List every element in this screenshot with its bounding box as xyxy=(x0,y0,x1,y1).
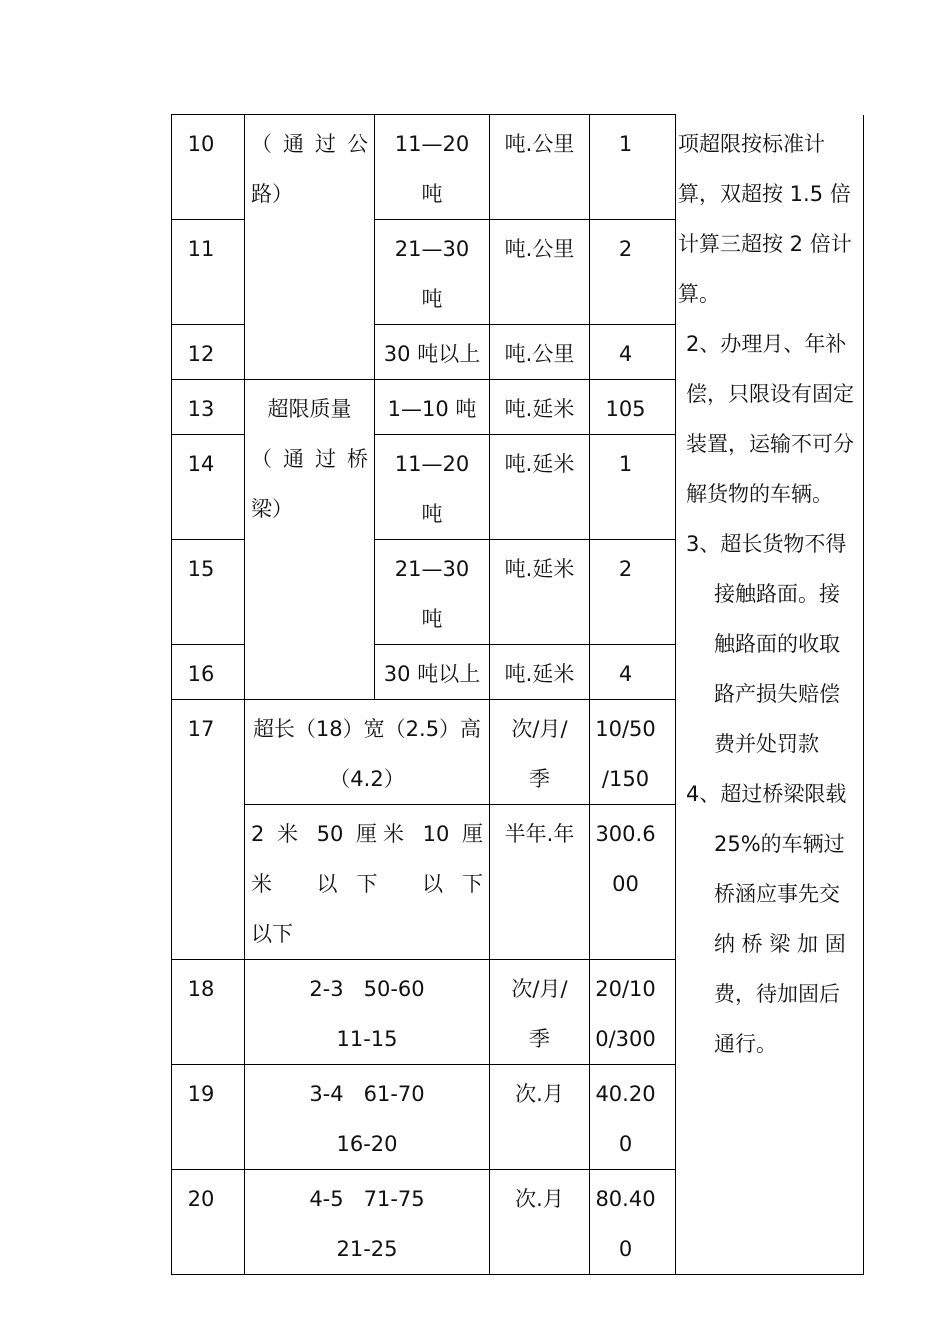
dimension-spec: 4-5 71-75 21-25 xyxy=(245,1170,490,1275)
row-number: 13 xyxy=(172,380,245,435)
row-number: 12 xyxy=(172,325,245,380)
row-number: 17 xyxy=(172,700,245,960)
unit: 吨.公里 xyxy=(490,115,590,220)
rate: 2 xyxy=(590,540,676,645)
weight-spec: 21—30 吨 xyxy=(375,220,490,325)
rate: 80.40 0 xyxy=(590,1170,676,1275)
row-number: 14 xyxy=(172,435,245,540)
dimension-spec: 超长（18）宽（2.5）高 （4.2） xyxy=(245,700,490,805)
weight-spec: 11—20 吨 xyxy=(375,435,490,540)
row-number: 11 xyxy=(172,220,245,325)
notes-column xyxy=(676,115,864,1275)
rate: 300.6 00 xyxy=(590,805,676,960)
dimension-spec: 3-4 61-70 16-20 xyxy=(245,1065,490,1170)
category-bridge: 超限质量 （通过桥 梁） xyxy=(245,380,375,700)
note-1: 项超限按标准计 算，双超按 1.5 倍 计算三超按 2 倍计 算。 xyxy=(678,131,852,306)
unit: 次/月/ 季 xyxy=(490,700,590,805)
weight-spec: 11—20 吨 xyxy=(375,115,490,220)
weight-spec: 30 吨以上 xyxy=(375,645,490,700)
unit: 吨.延米 xyxy=(490,380,590,435)
row-number: 16 xyxy=(172,645,245,700)
unit: 吨.公里 xyxy=(490,325,590,380)
rate: 2 xyxy=(590,220,676,325)
unit: 吨.延米 xyxy=(490,540,590,645)
weight-spec: 21—30 吨 xyxy=(375,540,490,645)
rate: 40.20 0 xyxy=(590,1065,676,1170)
table-row xyxy=(172,115,864,220)
rate: 4 xyxy=(590,645,676,700)
unit: 吨.延米 xyxy=(490,645,590,700)
row-number: 20 xyxy=(172,1170,245,1275)
rate: 20/10 0/300 xyxy=(590,960,676,1065)
unit: 次/月/ 季 xyxy=(490,960,590,1065)
unit: 吨.延米 xyxy=(490,435,590,540)
rate: 1 xyxy=(590,435,676,540)
unit: 半年.年 xyxy=(490,805,590,960)
dimension-spec: 2-3 50-60 11-15 xyxy=(245,960,490,1065)
row-number: 18 xyxy=(172,960,245,1065)
weight-spec: 1—10 吨 xyxy=(375,380,490,435)
note-3: 3、超长货物不得 接触路面。接 触路面的收取 路产损失赔偿 费并处罚款 xyxy=(686,531,847,756)
rate: 10/50 /150 xyxy=(590,700,676,805)
unit: 次.月 xyxy=(490,1170,590,1275)
unit: 吨.公里 xyxy=(490,220,590,325)
row-number: 19 xyxy=(172,1065,245,1170)
note-2: 2、办理月、年补 偿，只限设有固定 装置，运输不可分 解货物的车辆。 xyxy=(686,331,854,506)
row-number: 10 xyxy=(172,115,245,220)
dimension-spec: 2 米 50 厘米 10 厘 米 以下 以下 以下 xyxy=(245,805,490,960)
rate: 1 xyxy=(590,115,676,220)
fee-table xyxy=(171,114,864,1275)
note-4: 4、超过桥梁限载 25%的车辆过 桥涵应事先交 纳 桥 梁 加 固 费，待加固后 通行。 xyxy=(686,781,847,1056)
weight-spec: 30 吨以上 xyxy=(375,325,490,380)
rate: 4 xyxy=(590,325,676,380)
row-number: 15 xyxy=(172,540,245,645)
category-road: （通过公 路） xyxy=(245,115,375,380)
unit: 次.月 xyxy=(490,1065,590,1170)
rate: 105 xyxy=(590,380,676,435)
